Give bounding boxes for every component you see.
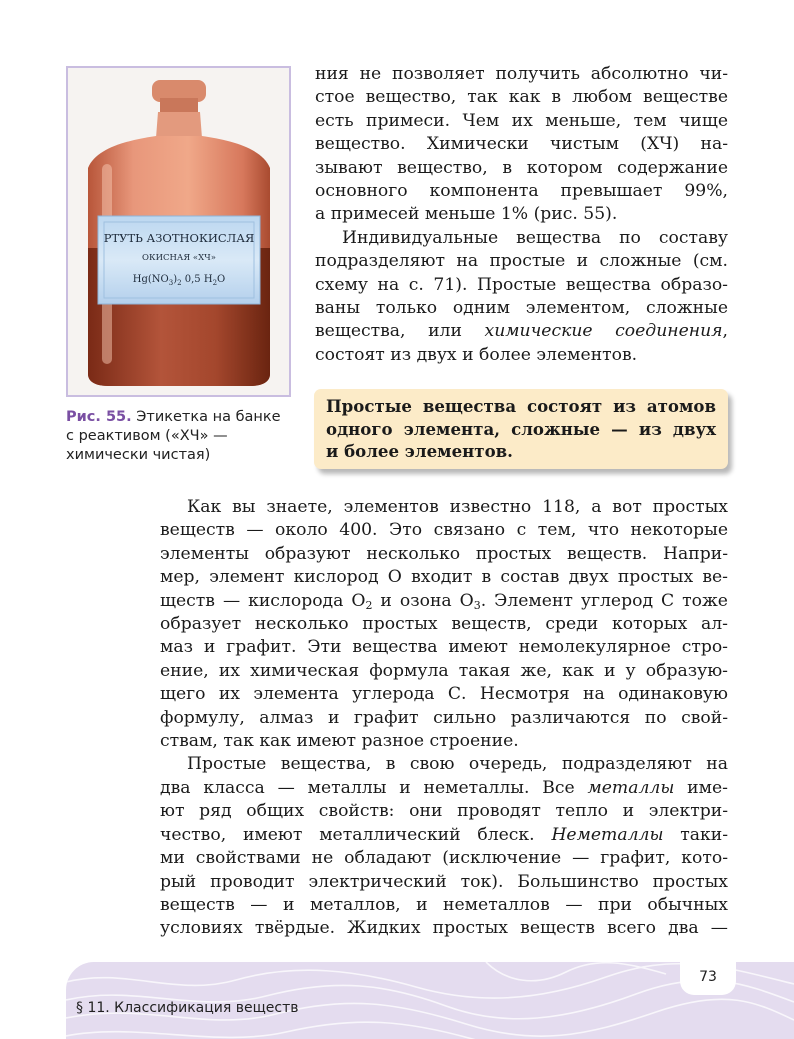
term-metals: металлы [587,777,675,798]
paragraph: Простые вещества, в свою очередь, подразделяют на два класса — металлы и неметаллы. Все металлы име- ют ряд общих свойств: они проводят тепло и электри- чество, имеют металлический блеск. Неметаллы таки- ми свойствами не обладают (исключение — графит, кото- рый проводит электрический ток). Большинство простых веществ — и металлов, и неметаллов — при обычных условиях твёрдые. Жидких простых веществ всего два — [160,754,728,939]
page-number: 73 [680,957,736,995]
figure-55 [66,66,291,397]
reagent-bottle-illustration [68,68,289,395]
definition-callout: Простые вещества состоят из атомов одного элемента, сложные — из двух и более элементов. [314,389,728,469]
main-text [160,496,728,941]
right-column-text [315,63,728,367]
paragraph: ния не позволяет получить абсолютно чи- стое вещество, так как в любом веществе есть примеси. Чем их меньше, тем чище вещество. Химически чистым (ХЧ) на- зывают вещество, в котором содержание основного компонента превышает 99%, а примесей меньше 1% (рис. 55). [315,64,728,225]
term-chemical-compounds: химические соединения [484,321,723,342]
figure-number: Рис. 55. [66,409,132,425]
figure-caption: Рис. 55. Этикетка на банке с реактивом («ХЧ» — химически чистая) [66,409,281,463]
bottle-label-line-1: РТУТЬ АЗОТНОКИСЛАЯ [103,231,255,245]
section-title-footer: § 11. Классификация веществ [76,1000,299,1016]
bottle-label-formula: $Hg(NO_3)_2$ 0,5 $H_2O$ [132,274,226,287]
paragraph: Индивидуальные вещества по составу подразделяют на простые и сложные (см. схему на с. 71). Простые вещества образо- ваны только одним элементом, сложные вещества, или химические соединения, состоят из двух и более элементов. [315,227,728,365]
bottle-label-line-2: ОКИСНАЯ «ХЧ» [142,253,216,263]
paragraph: Как вы знаете, элементов известно 118, а вот простых веществ — около 400. Это связано с тем, что некоторые элементы образуют несколько простых веществ. Напри- мер, элемент кислород О входит в состав двух простых ве- ществ — кислорода $О_2$ и озона $О_3$. Элемент углерод С тоже образует несколько простых веществ, среди которых ал- маз и графит. Эти вещества имеют немолекулярное стро- ение, их химическая формула такая же, как и у образую- щего их элемента углерода С. Несмотря на одинаковую формулу, алмаз и графит сильно различаются по свой- ствам, так как имеют разное строение. [160,497,728,752]
term-nonmetals: Неметаллы [551,824,664,845]
